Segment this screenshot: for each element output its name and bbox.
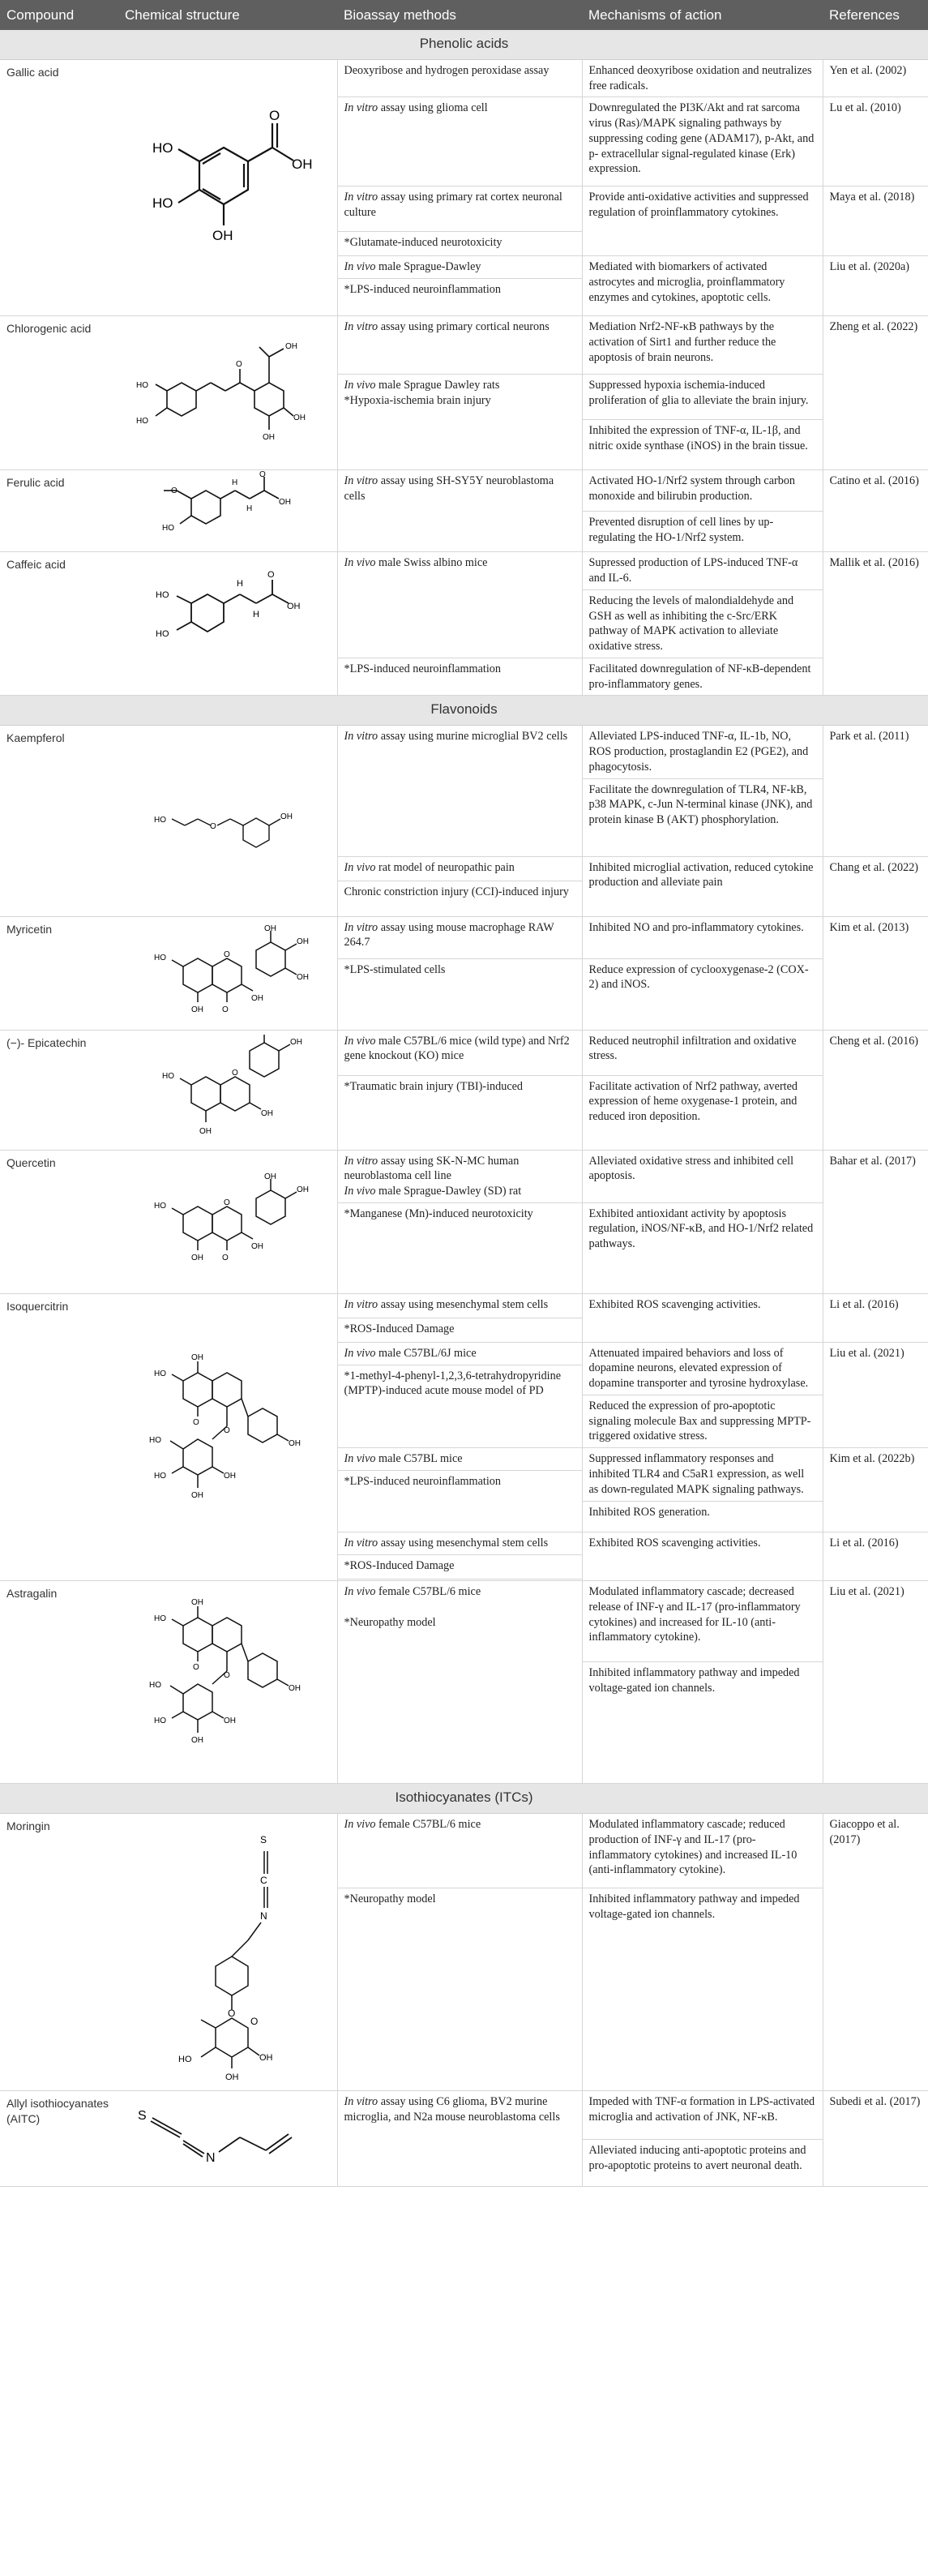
atom-label: O bbox=[221, 1005, 229, 1015]
atom-label: OH bbox=[190, 1597, 203, 1607]
atom-label: O bbox=[223, 950, 230, 960]
atom-label: HO bbox=[155, 590, 169, 601]
bioassay-text: male Sprague-Dawley bbox=[375, 260, 481, 274]
reference-cell: Liu et al. (2021) bbox=[823, 1342, 928, 1447]
atom-label: O bbox=[170, 486, 177, 496]
atom-label: OH bbox=[291, 156, 313, 172]
bioassay-italic: In vivo bbox=[344, 1585, 376, 1599]
bioassay-italic: In vitro bbox=[344, 191, 378, 204]
bioassay-italic: In vivo bbox=[344, 1452, 376, 1466]
bioassay-italic: In vitro bbox=[344, 474, 378, 488]
atom-label: OH bbox=[296, 1185, 309, 1194]
reference-cell: Li et al. (2016) bbox=[823, 1293, 928, 1342]
mechanism-cell: Suppressed inflammatory responses and inhibited TLR4 and C5aR1 expression, as well as down-regulated MAPK signaling pathways. bbox=[582, 1448, 823, 1502]
atom-label: OH bbox=[286, 602, 301, 612]
atom-label: OH bbox=[284, 341, 297, 351]
atom-label: HO bbox=[135, 380, 148, 390]
atom-label: OH bbox=[259, 2052, 273, 2063]
bioassay-text: rat model of neuropathic pain bbox=[375, 860, 515, 874]
bioassay-italic: In vitro bbox=[344, 2095, 378, 2109]
structure-myricetin bbox=[118, 916, 337, 1030]
bioassay-text: male Sprague Dawley rats bbox=[375, 379, 500, 392]
bioassay-cell bbox=[337, 1293, 582, 1318]
table-row bbox=[0, 2091, 928, 2140]
table-row bbox=[0, 1030, 928, 1075]
atom-label: HO bbox=[153, 1716, 166, 1725]
reference-cell: Catino et al. (2016) bbox=[823, 470, 928, 552]
atom-label: OH bbox=[223, 1472, 236, 1481]
reference-cell: Park et al. (2011) bbox=[823, 726, 928, 856]
bioassay-cell: *Traumatic brain injury (TBI)-induced bbox=[337, 1075, 582, 1150]
bioassay-note: *Hypoxia-ischemia brain injury bbox=[344, 394, 491, 408]
bioassay-cell: *ROS-Induced Damage bbox=[337, 1555, 582, 1579]
structure-kaempferol bbox=[118, 726, 337, 916]
atom-label: HO bbox=[155, 629, 169, 640]
atom-label: OH bbox=[278, 498, 291, 508]
bioassay-cell bbox=[337, 256, 582, 279]
section-row bbox=[0, 1784, 928, 1814]
atom-label: OH bbox=[190, 1005, 203, 1015]
atom-label: OH bbox=[190, 1253, 203, 1262]
bioassay-italic: In vitro bbox=[344, 1154, 378, 1168]
atom-label: O bbox=[209, 822, 216, 832]
reference-cell: Maya et al. (2018) bbox=[823, 186, 928, 256]
section-title-phenolic: Phenolic acids bbox=[0, 30, 928, 60]
bioassay-italic: In vivo bbox=[344, 860, 376, 874]
mechanism-cell: Activated HO-1/Nrf2 system through carbon monoxide and bilirubin production. bbox=[582, 470, 823, 512]
table-row bbox=[0, 1581, 928, 1662]
atom-label: OH bbox=[250, 994, 263, 1004]
reference-cell: Cheng et al. (2016) bbox=[823, 1030, 928, 1150]
structure-gallic-acid bbox=[118, 60, 337, 316]
atom-label: OH bbox=[190, 1491, 203, 1501]
bioassay-italic: In vitro bbox=[344, 1537, 378, 1550]
bioassay-cell: *Manganese (Mn)-induced neurotoxicity bbox=[337, 1202, 582, 1293]
bioassay-italic: In vivo bbox=[344, 556, 376, 570]
mechanism-cell: Reduced the expression of pro-apoptotic signaling molecule Bax and suppressing MPTP-triggered oxidative stress. bbox=[582, 1395, 823, 1447]
mechanism-cell: Exhibited ROS scavenging activities. bbox=[582, 1293, 823, 1342]
bioassay-text: male C57BL mice bbox=[375, 1452, 463, 1466]
bioassay-cell bbox=[337, 1814, 582, 1888]
header-bioassay: Bioassay methods bbox=[337, 0, 582, 30]
section-title-itc: Isothiocyanates (ITCs) bbox=[0, 1784, 928, 1814]
bioassay-italic: In vivo bbox=[344, 260, 376, 274]
structure-isoquercitrin bbox=[118, 1293, 337, 1580]
mechanism-cell: Mediation Nrf2-NF-κB pathways by the activation of Sirt1 and further reduce the apoptosis of brain neurons. bbox=[582, 316, 823, 375]
mechanism-cell: Enhanced deoxyribose oxidation and neutralizes free radicals. bbox=[582, 60, 823, 97]
mechanism-cell: Attenuated impaired behaviors and loss of dopamine neurons, elevated expression of dopamine transporter and tyrosine hydroxylase. bbox=[582, 1342, 823, 1395]
bioassay-cell: *LPS-induced neuroinflammation bbox=[337, 279, 582, 316]
atom-label: O bbox=[267, 570, 275, 581]
bioassay-cell: *1-methyl-4-phenyl-1,2,3,6-tetrahydropyridine (MPTP)-induced acute mouse model of PD bbox=[337, 1365, 582, 1447]
atom-label: OH bbox=[288, 1683, 301, 1693]
atom-label: HO bbox=[153, 1201, 166, 1211]
mechanism-cell: Alleviated inducing anti-apoptotic proteins and pro-apoptotic proteins to avert neuronal death. bbox=[582, 2140, 823, 2187]
mechanism-cell: Downregulated the PI3K/Akt and rat sarcoma virus (Ras)/MAPK signaling pathways by suppressing coding gene (ADAM17), p-Akt, and p- extracellular signal-regulated kinase (Erk) expression. bbox=[582, 97, 823, 186]
bioassay-cell bbox=[337, 97, 582, 186]
isoquercitrin-structure-image bbox=[126, 1352, 329, 1522]
atom-label: O bbox=[259, 470, 266, 480]
section-row bbox=[0, 30, 928, 60]
compound-name: Chlorogenic acid bbox=[0, 316, 118, 470]
bioassay-note: *Neuropathy model bbox=[344, 1615, 436, 1629]
reference-cell: Kim et al. (2022b) bbox=[823, 1448, 928, 1532]
reference-cell: Subedi et al. (2017) bbox=[823, 2091, 928, 2187]
table-row bbox=[0, 552, 928, 589]
atom-label: N bbox=[259, 1909, 267, 1922]
header-mechanism: Mechanisms of action bbox=[582, 0, 823, 30]
atom-label: H bbox=[236, 579, 243, 589]
atom-label: HO bbox=[161, 1072, 174, 1082]
mechanism-cell: Impeded with TNF-α formation in LPS-activated microglia and activation of JNK, NF-κB. bbox=[582, 2091, 823, 2140]
bioassay-cell bbox=[337, 470, 582, 552]
bioassay-cell bbox=[337, 1342, 582, 1365]
mechanism-cell: Alleviated LPS-induced TNF-α, IL-1b, NO, ROS production, prostaglandin E2 (PGE2), and phagocytosis. bbox=[582, 726, 823, 778]
mechanism-cell: Suppressed hypoxia ischemia-induced proliferation of glia to alleviate the brain injury. bbox=[582, 375, 823, 420]
mechanism-cell: Facilitate the downregulation of TLR4, NF-kB, p38 MAPK, c-Jun N-terminal kinase (JNK), and protein kinase B (AKT) phosphorylation. bbox=[582, 778, 823, 856]
compound-name: Ferulic acid bbox=[0, 470, 118, 552]
atom-label: OH bbox=[190, 1353, 203, 1363]
compound-name: Allyl isothiocyanates (AITC) bbox=[0, 2091, 118, 2187]
bioassay-text: Deoxyribose and hydrogen peroxidase assay bbox=[344, 64, 550, 77]
bioassay-cell bbox=[337, 186, 582, 232]
reference-cell: Mallik et al. (2016) bbox=[823, 552, 928, 696]
structure-astragalin bbox=[118, 1581, 337, 1784]
mechanism-cell: Alleviated oxidative stress and inhibited cell apoptosis. bbox=[582, 1150, 823, 1202]
mechanism-cell: Inhibited microglial activation, reduced cytokine production and alleviate pain bbox=[582, 856, 823, 916]
bioassay-text: female C57BL/6 mice bbox=[375, 1585, 481, 1599]
atom-label: HO bbox=[153, 816, 166, 825]
compound-name: Myricetin bbox=[0, 916, 118, 1030]
kaempferol-structure-image bbox=[126, 788, 329, 853]
bioassay-text: assay using mesenchymal stem cells bbox=[378, 1537, 549, 1550]
mechanism-cell: Reducing the levels of malondialdehyde and GSH as well as inhibiting the c-Src/ERK pathway of MAPK activation to alleviate oxidative stress. bbox=[582, 589, 823, 658]
mechanism-cell: Reduced neutrophil infiltration and oxidative stress. bbox=[582, 1030, 823, 1075]
reference-cell: Giacoppo et al. (2017) bbox=[823, 1814, 928, 2091]
atom-label: HO bbox=[153, 954, 166, 963]
bioassay-text: male Sprague-Dawley (SD) rat bbox=[375, 1185, 522, 1198]
moringin-structure-image bbox=[126, 1819, 329, 2086]
table-row bbox=[0, 470, 928, 512]
reference-cell: Liu et al. (2020a) bbox=[823, 256, 928, 316]
compound-name: Gallic acid bbox=[0, 60, 118, 316]
atom-label: OH bbox=[212, 227, 233, 243]
section-row bbox=[0, 696, 928, 726]
compound-name: Moringin bbox=[0, 1814, 118, 2091]
structure-quercetin bbox=[118, 1150, 337, 1293]
atom-label: C bbox=[259, 1874, 267, 1886]
reference-cell: Zheng et al. (2022) bbox=[823, 316, 928, 470]
bioassay-italic: In vivo bbox=[344, 1185, 376, 1198]
atom-label: O bbox=[250, 2015, 259, 2027]
chlorogenic-acid-structure-image bbox=[126, 332, 329, 454]
bioassay-cell: *Glutamate-induced neurotoxicity bbox=[337, 232, 582, 256]
bioassay-cell: *LPS-induced neuroinflammation bbox=[337, 658, 582, 695]
bioassay-text: assay using mouse macrophage RAW 264.7 bbox=[344, 920, 554, 949]
bioassay-cell: Chronic constriction injury (CCI)-induced injury bbox=[337, 881, 582, 916]
mechanism-cell: Modulated inflammatory cascade; decreased release of INF-γ and IL-17 (pro-inflammatory cytokines) and increased for IL-10 (anti-inflammatory cytokine). bbox=[582, 1581, 823, 1662]
bioassay-text: female C57BL/6 mice bbox=[375, 1818, 481, 1832]
bioassay-italic: In vivo bbox=[344, 1034, 376, 1048]
epicatechin-structure-image bbox=[126, 1033, 329, 1147]
atom-label: OH bbox=[296, 937, 309, 947]
structure-moringin bbox=[118, 1814, 337, 2091]
bioassay-italic: In vitro bbox=[344, 730, 378, 744]
astragalin-structure-image bbox=[126, 1593, 329, 1772]
bioassay-cell bbox=[337, 1030, 582, 1075]
atom-label: OH bbox=[262, 432, 275, 442]
bioassay-text: assay using mesenchymal stem cells bbox=[378, 1297, 549, 1311]
atom-label: HO bbox=[152, 195, 173, 211]
atom-label: OH bbox=[289, 1038, 302, 1048]
atom-label: OH bbox=[296, 973, 309, 983]
bioassay-cell bbox=[337, 375, 582, 470]
atom-label: S bbox=[137, 2108, 147, 2123]
bioassay-cell bbox=[337, 1532, 582, 1555]
atom-label: HO bbox=[177, 2054, 192, 2064]
atom-label: O bbox=[192, 1662, 199, 1672]
compound-name: Astragalin bbox=[0, 1581, 118, 1784]
table-row bbox=[0, 1814, 928, 1888]
myricetin-structure-image bbox=[126, 924, 329, 1022]
bioassay-text: assay using primary rat cortex neuronal culture bbox=[344, 191, 562, 220]
compound-name: Quercetin bbox=[0, 1150, 118, 1293]
bioassay-italic: In vitro bbox=[344, 1297, 378, 1311]
bioassay-cell bbox=[337, 1150, 582, 1202]
structure-epicatechin bbox=[118, 1030, 337, 1150]
atom-label: OH bbox=[260, 1109, 273, 1119]
atom-label: OH bbox=[293, 413, 306, 422]
mechanism-cell: Reduce expression of cyclooxygenase-2 (COX-2) and iNOS. bbox=[582, 958, 823, 1030]
atom-label: O bbox=[192, 1418, 199, 1428]
atom-label: OH bbox=[250, 1241, 263, 1251]
bioassay-text: assay using SH-SY5Y neuroblastoma cells bbox=[344, 474, 554, 504]
mechanism-cell: Provide anti-oxidative activities and suppressed regulation of proinflammatory cytokines. bbox=[582, 186, 823, 256]
bioassay-text: assay using primary cortical neurons bbox=[378, 320, 550, 334]
atom-label: O bbox=[235, 359, 242, 369]
atom-label: O bbox=[268, 107, 280, 123]
structure-aitc bbox=[118, 2091, 337, 2187]
bioassay-cell bbox=[337, 60, 582, 97]
compound-name: Caffeic acid bbox=[0, 552, 118, 696]
compound-name: (−)- Epicatechin bbox=[0, 1030, 118, 1150]
bioassay-text: assay using glioma cell bbox=[378, 101, 488, 115]
bioassay-italic: In vitro bbox=[344, 101, 378, 115]
bioassay-italic: In vitro bbox=[344, 320, 378, 334]
mechanism-cell: Facilitated downregulation of NF-κB-dependent pro-inflammatory genes. bbox=[582, 658, 823, 695]
bioassay-cell bbox=[337, 552, 582, 658]
atom-label: O bbox=[223, 1670, 230, 1680]
reference-cell: Liu et al. (2021) bbox=[823, 1581, 928, 1784]
table-row bbox=[0, 916, 928, 958]
atom-label: OH bbox=[280, 812, 293, 822]
atom-label: OH bbox=[263, 1172, 276, 1181]
compound-name: Kaempferol bbox=[0, 726, 118, 916]
atom-label: HO bbox=[152, 139, 173, 156]
reference-cell: Kim et al. (2013) bbox=[823, 916, 928, 1030]
header-compound: Compound bbox=[0, 0, 118, 30]
ferulic-acid-structure-image bbox=[126, 470, 329, 551]
mechanism-cell: Inhibited the expression of TNF-α, IL-1β, and nitric oxide synthase (iNOS) in the brain tissue. bbox=[582, 420, 823, 470]
mechanism-cell: Supressed production of LPS-induced TNF-α and IL-6. bbox=[582, 552, 823, 589]
atom-label: HO bbox=[148, 1680, 161, 1690]
compound-name: Isoquercitrin bbox=[0, 1293, 118, 1580]
structure-chlorogenic-acid bbox=[118, 316, 337, 470]
atom-label: S bbox=[259, 1833, 267, 1845]
bioassay-cell bbox=[337, 316, 582, 375]
bioassay-cell: *LPS-induced neuroinflammation bbox=[337, 1471, 582, 1532]
mechanism-cell: Exhibited antioxidant activity by apoptosis regulation, iNOS/NF-κB, and HO-1/Nrf2 related pathways. bbox=[582, 1202, 823, 1293]
gallic-acid-structure-image bbox=[126, 107, 329, 269]
bioassay-italic: In vivo bbox=[344, 379, 376, 392]
mechanism-cell: Facilitate activation of Nrf2 pathway, averted expression of heme oxygenase-1 protein, and reduced iron deposition. bbox=[582, 1075, 823, 1150]
quercetin-structure-image bbox=[126, 1169, 329, 1275]
mechanism-cell: Modulated inflammatory cascade; reduced production of INF-γ and IL-17 (pro-inflammatory cytokines) and increased IL-10 (anti-inflammatory cytokine). bbox=[582, 1814, 823, 1888]
bioassay-text: assay using murine microglial BV2 cells bbox=[378, 730, 568, 744]
table-row bbox=[0, 1150, 928, 1202]
atom-label: OH bbox=[190, 1735, 203, 1745]
atom-label: HO bbox=[135, 416, 148, 426]
reference-cell: Chang et al. (2022) bbox=[823, 856, 928, 916]
atom-label: O bbox=[223, 1426, 230, 1436]
reference-cell: Lu et al. (2010) bbox=[823, 97, 928, 186]
atom-label: N bbox=[205, 2150, 216, 2165]
reference-cell: Li et al. (2016) bbox=[823, 1532, 928, 1581]
table-row bbox=[0, 316, 928, 375]
caffeic-acid-structure-image bbox=[126, 567, 329, 680]
bioassay-text: male C57BL/6J mice bbox=[375, 1346, 477, 1360]
table-row bbox=[0, 726, 928, 778]
mechanism-cell: Inhibited inflammatory pathway and impeded voltage-gated ion channels. bbox=[582, 1662, 823, 1784]
bioassay-italic: In vivo bbox=[344, 1818, 376, 1832]
atom-label: O bbox=[227, 2007, 236, 2019]
structure-ferulic-acid bbox=[118, 470, 337, 552]
aitc-structure-image bbox=[126, 2098, 329, 2180]
reference-cell: Bahar et al. (2017) bbox=[823, 1150, 928, 1293]
atom-label: OH bbox=[263, 924, 276, 934]
bioassay-cell bbox=[337, 916, 582, 958]
mechanism-cell: Prevented disruption of cell lines by up-regulating the HO-1/Nrf2 system. bbox=[582, 511, 823, 552]
atom-label: O bbox=[223, 1198, 230, 1207]
bioassay-text: assay using C6 glioma, BV2 murine microglia, and N2a mouse neuroblastoma cells bbox=[344, 2095, 560, 2124]
bioassay-cell: *LPS-stimulated cells bbox=[337, 958, 582, 1030]
header-structure: Chemical structure bbox=[118, 0, 337, 30]
mechanism-cell: Inhibited ROS generation. bbox=[582, 1502, 823, 1532]
bioassay-cell bbox=[337, 856, 582, 881]
table-row bbox=[0, 1293, 928, 1318]
bioassay-cell: *ROS-Induced Damage bbox=[337, 1318, 582, 1342]
atom-label: OH bbox=[225, 2072, 239, 2082]
atom-label: HO bbox=[148, 1436, 161, 1446]
bioassay-italic: In vivo bbox=[344, 1346, 376, 1360]
structure-caffeic-acid bbox=[118, 552, 337, 696]
reference-cell: Yen et al. (2002) bbox=[823, 60, 928, 97]
atom-label: HO bbox=[153, 1369, 166, 1379]
bioassay-italic: In vitro bbox=[344, 920, 378, 934]
bioassay-text: assay using SK-N-MC human neuroblastoma cell line bbox=[344, 1154, 520, 1183]
atom-label: HO bbox=[153, 1614, 166, 1623]
atom-label: O bbox=[231, 1069, 238, 1078]
bioassay-cell bbox=[337, 726, 582, 856]
mechanism-cell: Inhibited NO and pro-inflammatory cytokines. bbox=[582, 916, 823, 958]
atom-label: H bbox=[246, 504, 252, 514]
section-title-flavonoids: Flavonoids bbox=[0, 696, 928, 726]
atom-label: H bbox=[231, 478, 237, 488]
table-header-row bbox=[0, 0, 928, 30]
bioassay-cell: *Neuropathy model bbox=[337, 1888, 582, 2091]
bioassay-cell bbox=[337, 1581, 582, 1784]
mechanism-cell: Mediated with biomarkers of activated astrocytes and microglia, proinflammatory enzymes and cytokines, apoptotic cells. bbox=[582, 256, 823, 316]
bioassay-text: male C57BL/6 mice (wild type) and Nrf2 gene knockout (KO) mice bbox=[344, 1034, 570, 1063]
atom-label: OH bbox=[199, 1127, 212, 1137]
atom-label: OH bbox=[223, 1716, 236, 1725]
table-row bbox=[0, 60, 928, 97]
atom-label: O bbox=[221, 1253, 229, 1262]
atom-label: H bbox=[252, 610, 259, 620]
mechanism-cell: Exhibited ROS scavenging activities. bbox=[582, 1532, 823, 1581]
bioassay-cell bbox=[337, 1448, 582, 1471]
atom-label: HO bbox=[161, 524, 174, 534]
bioassay-cell bbox=[337, 2091, 582, 2187]
atom-label: HO bbox=[153, 1472, 166, 1481]
mechanism-cell: Inhibited inflammatory pathway and impeded voltage-gated ion channels. bbox=[582, 1888, 823, 2091]
bioassay-text: male Swiss albino mice bbox=[375, 556, 488, 570]
header-references: References bbox=[823, 0, 928, 30]
atom-label: OH bbox=[288, 1439, 301, 1449]
